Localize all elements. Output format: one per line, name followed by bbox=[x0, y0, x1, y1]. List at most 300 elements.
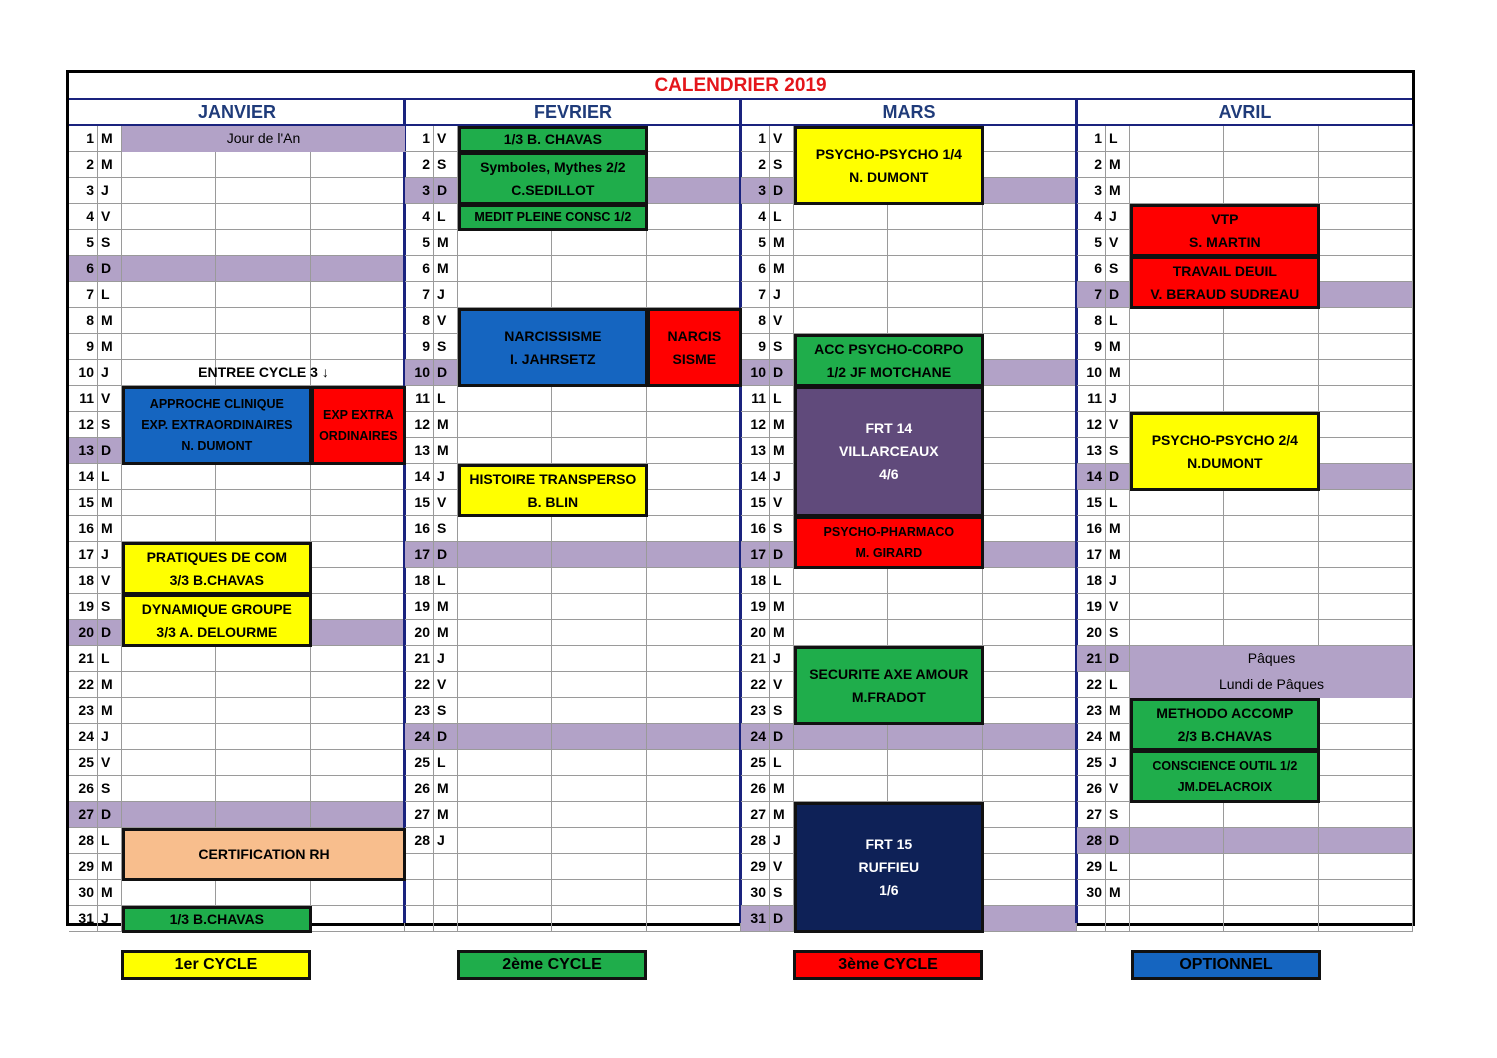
weekday-letter: M bbox=[98, 672, 122, 698]
day-slot[interactable] bbox=[216, 204, 310, 230]
day-slot[interactable] bbox=[122, 334, 216, 360]
day-slot[interactable] bbox=[1130, 516, 1224, 542]
day-slot[interactable] bbox=[1319, 204, 1413, 230]
day-number: 1 bbox=[1077, 126, 1106, 152]
day-slot[interactable] bbox=[1130, 542, 1224, 568]
weekday-letter bbox=[434, 880, 458, 906]
day-slot[interactable] bbox=[983, 464, 1077, 490]
weekday-letter: D bbox=[770, 906, 794, 932]
day-slot[interactable] bbox=[647, 178, 741, 204]
day-slot[interactable] bbox=[647, 464, 741, 490]
day-slot[interactable] bbox=[1319, 750, 1413, 776]
day-slot[interactable] bbox=[552, 802, 646, 828]
event-block[interactable] bbox=[122, 542, 312, 595]
day-slot[interactable] bbox=[311, 802, 405, 828]
day-slot[interactable] bbox=[794, 724, 888, 750]
day-slot[interactable] bbox=[552, 854, 646, 880]
day-slot[interactable] bbox=[458, 854, 552, 880]
day-slot[interactable] bbox=[311, 646, 405, 672]
day-slot[interactable] bbox=[552, 698, 646, 724]
day-slot[interactable] bbox=[647, 906, 741, 932]
day-slot[interactable] bbox=[311, 282, 405, 308]
day-slot[interactable] bbox=[1224, 126, 1318, 152]
day-slot[interactable] bbox=[983, 542, 1077, 568]
day-slot[interactable] bbox=[311, 334, 405, 360]
day-slot[interactable] bbox=[1319, 438, 1413, 464]
day-slot[interactable] bbox=[647, 256, 741, 282]
day-slot[interactable] bbox=[1319, 230, 1413, 256]
day-slot[interactable] bbox=[552, 282, 646, 308]
day-slot[interactable] bbox=[794, 204, 888, 230]
day-slot[interactable] bbox=[794, 568, 888, 594]
day-slot[interactable] bbox=[1224, 360, 1318, 386]
day-slot[interactable] bbox=[216, 230, 310, 256]
day-slot[interactable] bbox=[122, 308, 216, 334]
day-slot[interactable] bbox=[122, 750, 216, 776]
day-slot[interactable] bbox=[1130, 152, 1224, 178]
day-slot[interactable] bbox=[1224, 308, 1318, 334]
day-slot[interactable] bbox=[794, 776, 888, 802]
day-slot[interactable] bbox=[122, 516, 216, 542]
day-slot[interactable] bbox=[458, 620, 552, 646]
day-slot[interactable] bbox=[1130, 360, 1224, 386]
day-slot[interactable] bbox=[647, 698, 741, 724]
day-slot[interactable] bbox=[1319, 802, 1413, 828]
day-slot[interactable] bbox=[1319, 334, 1413, 360]
event-block[interactable] bbox=[1130, 698, 1320, 751]
event-block[interactable] bbox=[1130, 256, 1320, 309]
day-slot[interactable] bbox=[647, 828, 741, 854]
day-slot[interactable] bbox=[458, 542, 552, 568]
day-slot[interactable] bbox=[983, 906, 1077, 932]
day-slot[interactable] bbox=[983, 308, 1077, 334]
day-slot[interactable] bbox=[122, 802, 216, 828]
day-slot[interactable] bbox=[888, 256, 982, 282]
event-block[interactable] bbox=[794, 334, 984, 387]
day-slot[interactable] bbox=[216, 178, 310, 204]
day-slot[interactable] bbox=[458, 698, 552, 724]
day-slot[interactable] bbox=[216, 464, 310, 490]
day-slot[interactable] bbox=[794, 230, 888, 256]
day-slot[interactable] bbox=[552, 412, 646, 438]
day-slot[interactable] bbox=[216, 724, 310, 750]
day-slot[interactable] bbox=[888, 308, 982, 334]
day-slot[interactable] bbox=[647, 724, 741, 750]
day-slot[interactable] bbox=[1224, 516, 1318, 542]
day-slot[interactable] bbox=[311, 672, 405, 698]
day-slot[interactable] bbox=[647, 646, 741, 672]
day-slot[interactable] bbox=[311, 594, 405, 620]
weekday-letter: M bbox=[434, 230, 458, 256]
day-slot[interactable] bbox=[983, 152, 1077, 178]
event-block[interactable] bbox=[458, 204, 648, 231]
day-slot[interactable] bbox=[311, 152, 405, 178]
event-block[interactable] bbox=[1130, 412, 1320, 491]
day-slot[interactable] bbox=[311, 516, 405, 542]
day-slot[interactable] bbox=[888, 568, 982, 594]
event-block[interactable] bbox=[794, 802, 984, 933]
day-slot[interactable] bbox=[122, 152, 216, 178]
day-slot[interactable] bbox=[983, 178, 1077, 204]
event-block[interactable] bbox=[122, 906, 312, 933]
day-slot[interactable] bbox=[1319, 698, 1413, 724]
day-slot[interactable] bbox=[122, 698, 216, 724]
day-number: 23 bbox=[741, 698, 770, 724]
day-slot[interactable] bbox=[794, 308, 888, 334]
day-slot[interactable] bbox=[983, 204, 1077, 230]
day-slot[interactable] bbox=[122, 880, 216, 906]
day-slot[interactable] bbox=[647, 412, 741, 438]
day-slot[interactable] bbox=[311, 204, 405, 230]
day-slot[interactable] bbox=[552, 438, 646, 464]
day-slot[interactable] bbox=[1319, 854, 1413, 880]
day-slot[interactable] bbox=[1224, 568, 1318, 594]
day-slot[interactable] bbox=[983, 568, 1077, 594]
day-slot[interactable] bbox=[1319, 776, 1413, 802]
day-slot[interactable] bbox=[311, 880, 405, 906]
day-slot[interactable] bbox=[1130, 126, 1224, 152]
day-slot[interactable] bbox=[552, 828, 646, 854]
day-slot[interactable] bbox=[552, 516, 646, 542]
event-block[interactable] bbox=[122, 594, 312, 647]
day-slot[interactable] bbox=[647, 594, 741, 620]
day-slot[interactable] bbox=[458, 438, 552, 464]
day-slot[interactable] bbox=[647, 776, 741, 802]
day-number: 26 bbox=[69, 776, 98, 802]
day-slot[interactable] bbox=[1130, 490, 1224, 516]
day-slot[interactable] bbox=[1130, 308, 1224, 334]
day-slot[interactable] bbox=[1319, 360, 1413, 386]
day-slot[interactable] bbox=[647, 490, 741, 516]
day-slot[interactable] bbox=[311, 568, 405, 594]
day-slot[interactable] bbox=[794, 282, 888, 308]
day-slot[interactable] bbox=[458, 386, 552, 412]
day-slot[interactable] bbox=[647, 620, 741, 646]
day-slot[interactable] bbox=[1130, 568, 1224, 594]
day-slot[interactable] bbox=[647, 568, 741, 594]
event-line: SECURITE AXE AMOUR bbox=[809, 665, 969, 682]
day-slot[interactable] bbox=[458, 568, 552, 594]
day-number: 14 bbox=[1077, 464, 1106, 490]
day-slot[interactable] bbox=[552, 776, 646, 802]
day-slot[interactable] bbox=[458, 256, 552, 282]
day-slot[interactable] bbox=[552, 672, 646, 698]
day-slot[interactable] bbox=[983, 698, 1077, 724]
day-slot[interactable] bbox=[458, 802, 552, 828]
day-slot[interactable] bbox=[983, 802, 1077, 828]
event-block[interactable] bbox=[1130, 750, 1320, 803]
day-slot[interactable] bbox=[122, 776, 216, 802]
day-slot[interactable] bbox=[1319, 126, 1413, 152]
day-number: 8 bbox=[741, 308, 770, 334]
day-slot[interactable] bbox=[1224, 828, 1318, 854]
day-slot[interactable] bbox=[122, 256, 216, 282]
day-number bbox=[405, 880, 434, 906]
event-line: N. DUMONT bbox=[849, 168, 929, 185]
day-slot[interactable] bbox=[122, 672, 216, 698]
event-block[interactable] bbox=[794, 386, 984, 517]
day-slot[interactable] bbox=[983, 854, 1077, 880]
day-slot[interactable] bbox=[552, 568, 646, 594]
event-block[interactable] bbox=[794, 646, 984, 725]
day-slot[interactable] bbox=[983, 230, 1077, 256]
day-slot[interactable] bbox=[552, 750, 646, 776]
weekday-letter: V bbox=[1106, 412, 1130, 438]
day-slot[interactable] bbox=[311, 178, 405, 204]
day-slot[interactable] bbox=[983, 724, 1077, 750]
day-slot[interactable] bbox=[311, 698, 405, 724]
day-slot[interactable] bbox=[552, 230, 646, 256]
day-slot[interactable] bbox=[647, 386, 741, 412]
day-slot[interactable] bbox=[216, 308, 310, 334]
day-slot[interactable] bbox=[1130, 386, 1224, 412]
event-block[interactable] bbox=[458, 464, 648, 517]
day-slot[interactable] bbox=[216, 646, 310, 672]
day-slot[interactable] bbox=[647, 542, 741, 568]
day-slot[interactable] bbox=[647, 516, 741, 542]
day-slot[interactable] bbox=[1224, 178, 1318, 204]
day-slot[interactable] bbox=[216, 516, 310, 542]
event-block[interactable] bbox=[647, 308, 742, 387]
day-slot[interactable] bbox=[983, 256, 1077, 282]
day-slot[interactable] bbox=[983, 360, 1077, 386]
day-number: 21 bbox=[405, 646, 434, 672]
day-slot[interactable] bbox=[1130, 620, 1224, 646]
day-slot[interactable] bbox=[983, 776, 1077, 802]
day-slot[interactable] bbox=[122, 490, 216, 516]
event-block[interactable] bbox=[458, 308, 648, 387]
event-line: C.SEDILLOT bbox=[511, 181, 595, 198]
day-slot[interactable] bbox=[458, 282, 552, 308]
day-slot[interactable] bbox=[983, 126, 1077, 152]
day-slot[interactable] bbox=[1319, 620, 1413, 646]
day-slot[interactable] bbox=[983, 490, 1077, 516]
day-slot[interactable] bbox=[1319, 490, 1413, 516]
day-slot[interactable] bbox=[1319, 594, 1413, 620]
day-slot[interactable] bbox=[458, 906, 552, 932]
day-slot[interactable] bbox=[1224, 802, 1318, 828]
day-slot[interactable] bbox=[458, 672, 552, 698]
day-number: 15 bbox=[741, 490, 770, 516]
day-slot[interactable] bbox=[552, 880, 646, 906]
day-slot[interactable] bbox=[1130, 854, 1224, 880]
day-slot[interactable] bbox=[216, 802, 310, 828]
day-slot[interactable] bbox=[647, 204, 741, 230]
event-line: I. JAHRSETZ bbox=[510, 350, 596, 367]
day-slot[interactable] bbox=[983, 672, 1077, 698]
day-slot[interactable] bbox=[888, 776, 982, 802]
day-slot[interactable] bbox=[216, 880, 310, 906]
day-number: 30 bbox=[69, 880, 98, 906]
event-block[interactable] bbox=[1130, 204, 1320, 257]
day-slot[interactable] bbox=[311, 620, 405, 646]
day-slot[interactable] bbox=[458, 776, 552, 802]
day-slot[interactable] bbox=[458, 412, 552, 438]
day-slot[interactable] bbox=[983, 828, 1077, 854]
day-slot[interactable] bbox=[552, 906, 646, 932]
day-slot[interactable] bbox=[122, 230, 216, 256]
day-slot[interactable] bbox=[1224, 542, 1318, 568]
day-slot[interactable] bbox=[1319, 724, 1413, 750]
day-slot[interactable] bbox=[458, 828, 552, 854]
day-slot[interactable] bbox=[216, 152, 310, 178]
event-block[interactable] bbox=[122, 828, 406, 881]
day-slot[interactable] bbox=[552, 646, 646, 672]
day-slot[interactable] bbox=[552, 594, 646, 620]
day-slot[interactable] bbox=[983, 438, 1077, 464]
day-slot[interactable] bbox=[458, 750, 552, 776]
day-slot[interactable] bbox=[122, 282, 216, 308]
day-slot[interactable] bbox=[311, 750, 405, 776]
day-slot[interactable] bbox=[794, 750, 888, 776]
day-slot[interactable] bbox=[794, 594, 888, 620]
day-slot[interactable] bbox=[1224, 620, 1318, 646]
day-slot[interactable] bbox=[311, 776, 405, 802]
day-slot[interactable] bbox=[122, 724, 216, 750]
day-slot[interactable] bbox=[311, 230, 405, 256]
day-slot[interactable] bbox=[647, 126, 741, 152]
day-slot[interactable] bbox=[1224, 152, 1318, 178]
day-slot[interactable] bbox=[1319, 412, 1413, 438]
day-slot[interactable] bbox=[552, 542, 646, 568]
day-slot[interactable] bbox=[1319, 906, 1413, 932]
day-slot[interactable] bbox=[311, 490, 405, 516]
day-slot[interactable] bbox=[458, 594, 552, 620]
day-slot[interactable] bbox=[122, 464, 216, 490]
day-slot[interactable] bbox=[888, 620, 982, 646]
day-slot[interactable] bbox=[1319, 152, 1413, 178]
day-slot[interactable] bbox=[311, 464, 405, 490]
day-slot[interactable] bbox=[1319, 178, 1413, 204]
weekday-letter: J bbox=[434, 282, 458, 308]
day-slot[interactable] bbox=[122, 646, 216, 672]
day-slot[interactable] bbox=[888, 724, 982, 750]
day-slot[interactable] bbox=[1319, 282, 1413, 308]
day-slot[interactable] bbox=[1319, 256, 1413, 282]
day-slot[interactable] bbox=[216, 776, 310, 802]
weekday-letter: D bbox=[434, 178, 458, 204]
day-slot[interactable] bbox=[1130, 802, 1224, 828]
day-slot[interactable] bbox=[983, 750, 1077, 776]
day-slot[interactable] bbox=[1224, 594, 1318, 620]
day-number: 13 bbox=[1077, 438, 1106, 464]
day-slot[interactable] bbox=[888, 282, 982, 308]
day-slot[interactable] bbox=[1319, 516, 1413, 542]
day-slot[interactable] bbox=[216, 698, 310, 724]
day-slot[interactable] bbox=[888, 204, 982, 230]
day-slot[interactable] bbox=[983, 880, 1077, 906]
day-slot[interactable] bbox=[122, 204, 216, 230]
day-slot[interactable] bbox=[311, 724, 405, 750]
day-slot[interactable] bbox=[888, 230, 982, 256]
day-slot[interactable] bbox=[1224, 386, 1318, 412]
day-slot[interactable] bbox=[888, 594, 982, 620]
day-slot[interactable] bbox=[216, 490, 310, 516]
day-slot[interactable] bbox=[1224, 854, 1318, 880]
day-slot[interactable] bbox=[647, 854, 741, 880]
day-slot[interactable] bbox=[1130, 178, 1224, 204]
day-slot[interactable] bbox=[888, 750, 982, 776]
day-slot[interactable] bbox=[1319, 542, 1413, 568]
event-block[interactable] bbox=[122, 386, 312, 465]
day-slot[interactable] bbox=[1224, 490, 1318, 516]
day-slot[interactable] bbox=[458, 516, 552, 542]
day-slot[interactable] bbox=[216, 672, 310, 698]
day-slot[interactable] bbox=[216, 750, 310, 776]
day-slot[interactable] bbox=[983, 516, 1077, 542]
day-slot[interactable] bbox=[647, 152, 741, 178]
day-slot[interactable] bbox=[647, 672, 741, 698]
day-slot[interactable] bbox=[1319, 880, 1413, 906]
day-slot[interactable] bbox=[983, 646, 1077, 672]
day-slot[interactable] bbox=[311, 308, 405, 334]
day-slot[interactable] bbox=[647, 802, 741, 828]
day-slot[interactable] bbox=[983, 282, 1077, 308]
day-slot[interactable] bbox=[552, 256, 646, 282]
day-slot[interactable] bbox=[647, 750, 741, 776]
day-slot[interactable] bbox=[794, 620, 888, 646]
day-slot[interactable] bbox=[647, 230, 741, 256]
day-slot[interactable] bbox=[983, 412, 1077, 438]
event-block[interactable] bbox=[794, 126, 984, 205]
day-slot[interactable] bbox=[552, 620, 646, 646]
day-slot[interactable] bbox=[1224, 906, 1318, 932]
day-slot[interactable] bbox=[983, 334, 1077, 360]
day-number: 22 bbox=[69, 672, 98, 698]
day-slot[interactable] bbox=[1130, 828, 1224, 854]
day-slot[interactable] bbox=[1319, 386, 1413, 412]
day-slot[interactable] bbox=[1130, 880, 1224, 906]
day-slot[interactable] bbox=[983, 594, 1077, 620]
day-slot[interactable] bbox=[122, 178, 216, 204]
day-slot[interactable] bbox=[1319, 828, 1413, 854]
day-slot[interactable] bbox=[1319, 568, 1413, 594]
day-slot[interactable] bbox=[311, 542, 405, 568]
day-slot[interactable] bbox=[216, 334, 310, 360]
day-slot[interactable] bbox=[1319, 464, 1413, 490]
day-slot[interactable] bbox=[458, 724, 552, 750]
day-number: 9 bbox=[405, 334, 434, 360]
day-slot[interactable] bbox=[216, 282, 310, 308]
day-slot[interactable] bbox=[311, 256, 405, 282]
day-slot[interactable] bbox=[647, 438, 741, 464]
day-slot[interactable] bbox=[1319, 308, 1413, 334]
day-slot[interactable] bbox=[1130, 334, 1224, 360]
day-slot[interactable] bbox=[983, 620, 1077, 646]
day-slot[interactable] bbox=[458, 880, 552, 906]
day-slot[interactable] bbox=[216, 256, 310, 282]
day-slot[interactable] bbox=[794, 256, 888, 282]
day-slot[interactable] bbox=[1224, 334, 1318, 360]
day-slot[interactable] bbox=[552, 724, 646, 750]
event-block[interactable] bbox=[794, 516, 984, 569]
day-slot[interactable] bbox=[983, 386, 1077, 412]
day-slot[interactable] bbox=[458, 230, 552, 256]
day-slot[interactable] bbox=[311, 906, 405, 932]
weekday-letter bbox=[1106, 906, 1130, 932]
event-block[interactable] bbox=[311, 386, 406, 465]
day-slot[interactable] bbox=[647, 282, 741, 308]
event-block[interactable] bbox=[458, 152, 648, 205]
event-block[interactable] bbox=[458, 126, 648, 153]
day-slot[interactable] bbox=[552, 386, 646, 412]
day-slot[interactable] bbox=[1224, 880, 1318, 906]
day-slot[interactable] bbox=[647, 880, 741, 906]
weekday-letter: M bbox=[1106, 542, 1130, 568]
day-slot[interactable] bbox=[1130, 594, 1224, 620]
day-slot[interactable] bbox=[458, 646, 552, 672]
day-slot[interactable] bbox=[1130, 906, 1224, 932]
